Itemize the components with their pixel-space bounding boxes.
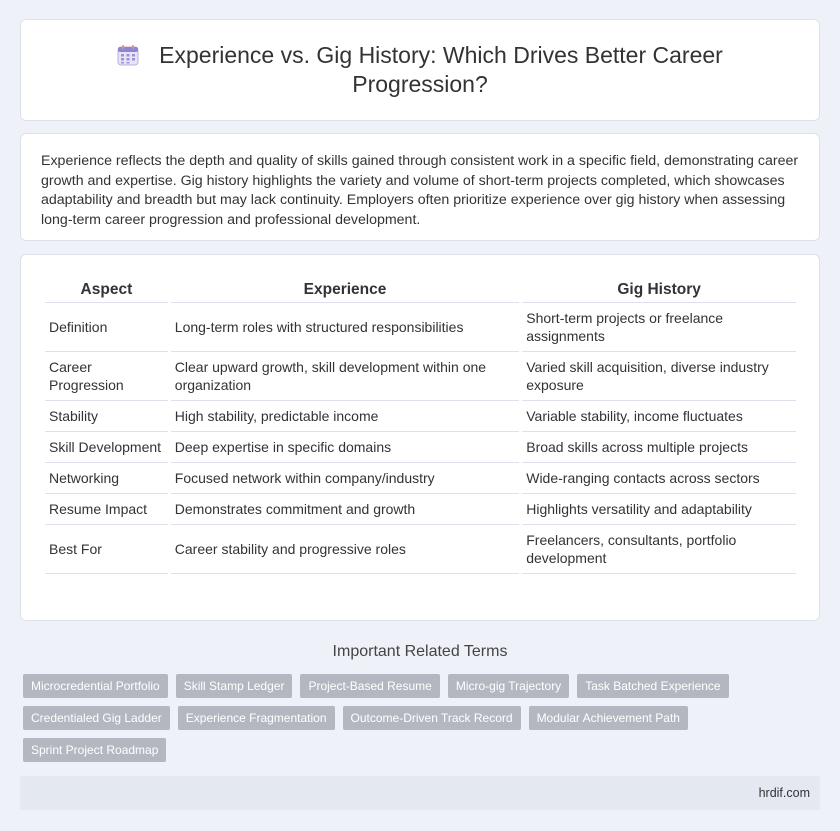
calendar-icon: [117, 44, 139, 66]
related-term-tag[interactable]: Microcredential Portfolio: [23, 674, 168, 698]
table-cell: Stability: [45, 401, 168, 432]
footer-site-link[interactable]: hrdif.com: [758, 786, 810, 800]
table-cell: Variable stability, income fluctuates: [522, 401, 796, 432]
related-terms-title: Important Related Terms: [332, 643, 508, 660]
table-row: [45, 525, 796, 574]
table-cell: Focused network within company/industry: [171, 463, 519, 494]
title-text: Experience vs. Gig History: Which Drives Better Career Progression?: [159, 42, 723, 97]
table-row: [45, 432, 796, 463]
table-cell: Wide-ranging contacts across sectors: [522, 463, 796, 494]
related-term-tag[interactable]: Task Batched Experience: [577, 674, 728, 698]
related-term-tag[interactable]: Outcome-Driven Track Record: [343, 706, 521, 730]
intro-card: [20, 133, 820, 241]
page-title: [61, 41, 779, 99]
related-term-tag[interactable]: Micro-gig Trajectory: [448, 674, 569, 698]
table-cell: Short-term projects or freelance assignments: [522, 303, 796, 352]
header-aspect: Aspect: [45, 277, 168, 303]
comparison-table: [42, 277, 799, 574]
table-cell: Demonstrates commitment and growth: [171, 494, 519, 525]
table-cell: Networking: [45, 463, 168, 494]
related-term-tag[interactable]: Modular Achievement Path: [529, 706, 688, 730]
table-row: [45, 463, 796, 494]
footer: [20, 776, 820, 810]
related-term-tag[interactable]: Sprint Project Roadmap: [23, 738, 166, 762]
table-cell: Career Progression: [45, 352, 168, 401]
table-row: [45, 352, 796, 401]
table-cell: Definition: [45, 303, 168, 352]
related-term-tag[interactable]: Project-Based Resume: [300, 674, 439, 698]
table-cell: Resume Impact: [45, 494, 168, 525]
table-row: [45, 401, 796, 432]
table-cell: Freelancers, consultants, portfolio development: [522, 525, 796, 574]
table-cell: Best For: [45, 525, 168, 574]
table-cell: Clear upward growth, skill development within one organization: [171, 352, 519, 401]
related-terms-list: [23, 674, 743, 762]
table-cell: Deep expertise in specific domains: [171, 432, 519, 463]
table-cell: Skill Development: [45, 432, 168, 463]
intro-text: Experience reflects the depth and quality of skills gained through consistent work in a specific field, demonstrating career growth and expertise. Gig history highlights the variety and volume of short-term projects completed, which showcases adaptability and breadth but may lack continuity. Employers often prioritize experience over gig history when assessing long-term career progression and professional development.: [41, 153, 799, 228]
table-cell: Career stability and progressive roles: [171, 525, 519, 574]
table-cell: Long-term roles with structured responsibilities: [171, 303, 519, 352]
table-row: [45, 303, 796, 352]
header-experience: Experience: [171, 277, 519, 303]
related-term-tag[interactable]: Credentialed Gig Ladder: [23, 706, 170, 730]
table-cell: High stability, predictable income: [171, 401, 519, 432]
table-cell: Varied skill acquisition, diverse industry exposure: [522, 352, 796, 401]
related-term-tag[interactable]: Skill Stamp Ledger: [176, 674, 293, 698]
title-card: [20, 19, 820, 121]
table-row: [45, 494, 796, 525]
related-term-tag[interactable]: Experience Fragmentation: [178, 706, 335, 730]
table-cell: Highlights versatility and adaptability: [522, 494, 796, 525]
table-cell: Broad skills across multiple projects: [522, 432, 796, 463]
header-gig-history: Gig History: [522, 277, 796, 303]
comparison-card: [20, 254, 820, 621]
